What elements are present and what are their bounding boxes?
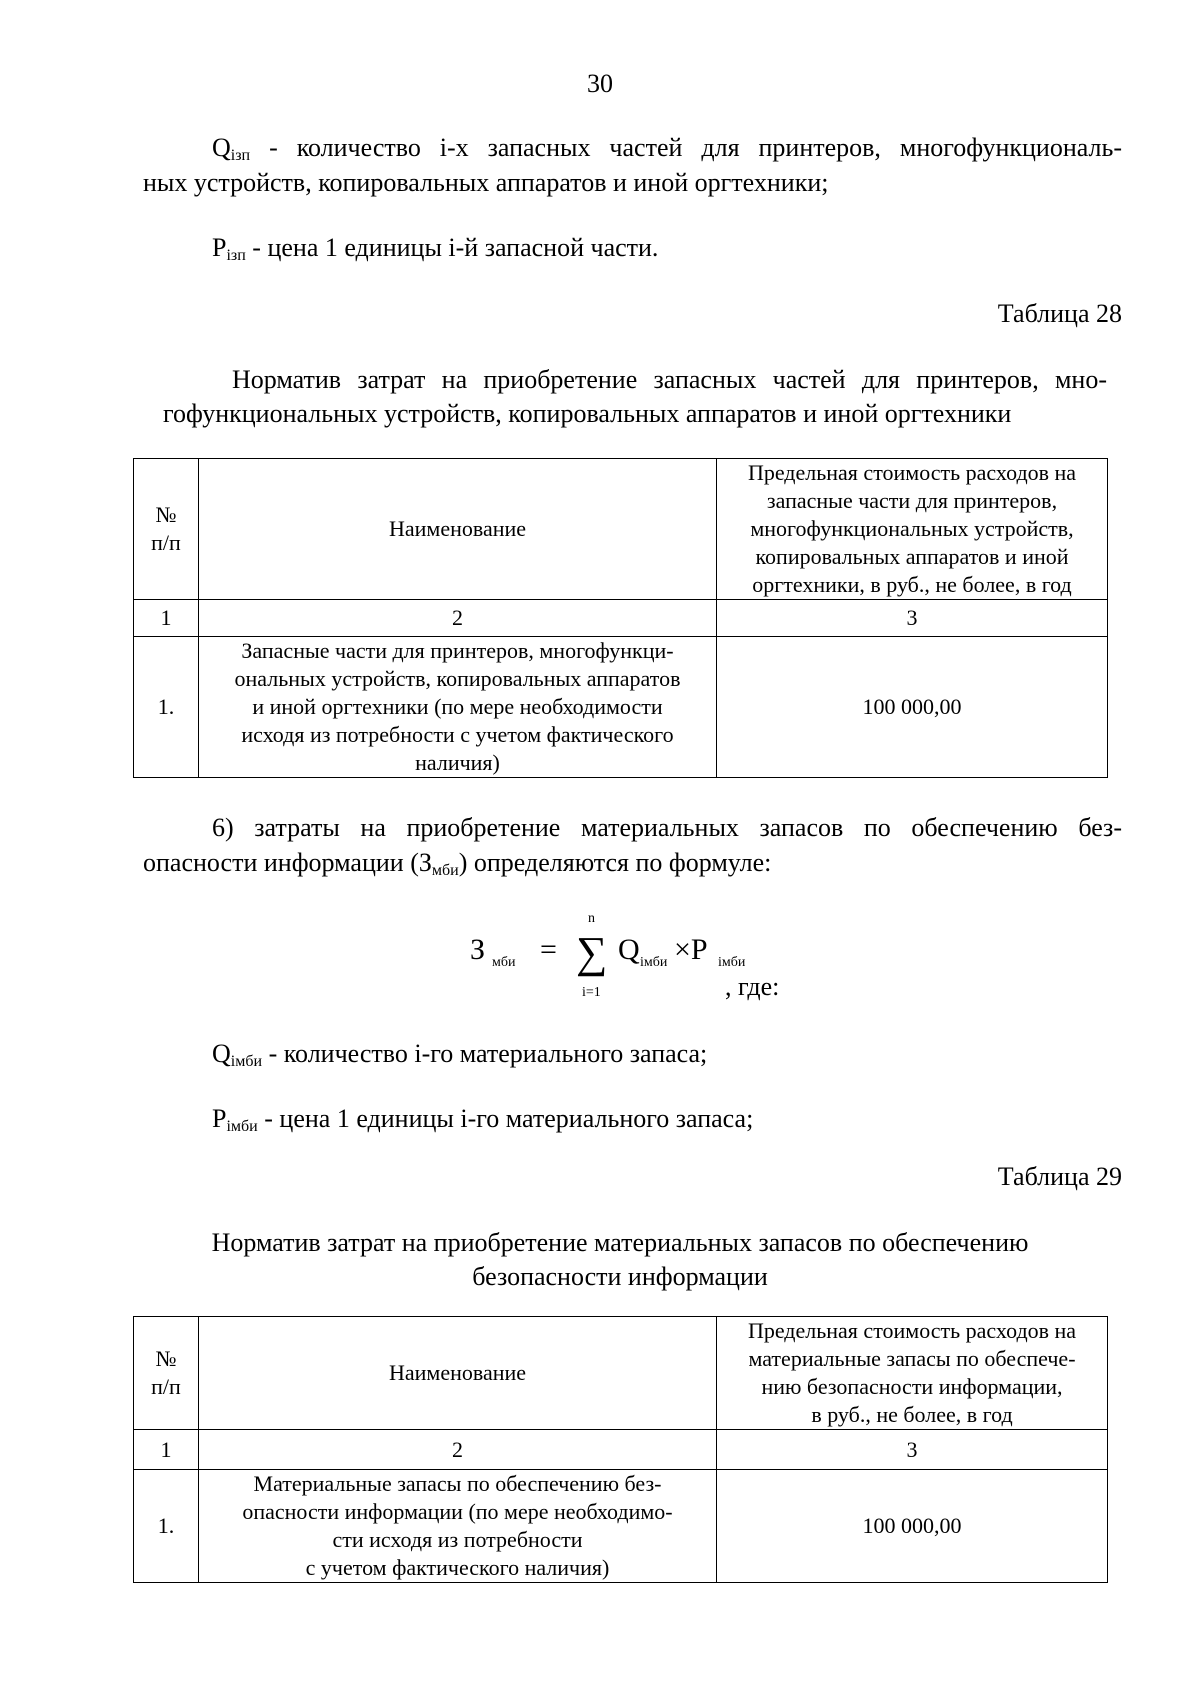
definition-text: - цена 1 единицы i-й запасной части. bbox=[252, 233, 659, 262]
paragraph-6-continued: опасности информации $(З_{мби})$ определяются по формуле: bbox=[143, 848, 772, 879]
table-29 bbox=[133, 1316, 1108, 1583]
column-number-row bbox=[134, 1430, 1108, 1470]
table-title-continued: гофункциональных устройств, копировальных аппаратов и иной оргтехники bbox=[163, 399, 1012, 428]
header-name-cell: Наименование bbox=[199, 459, 717, 600]
row-name: Материальные запасы по обеспечению без- опасности информации (по мере необходимо- сти исходя из потребности с учетом фактического наличия) bbox=[199, 1470, 717, 1583]
row-number: 1. bbox=[134, 1470, 199, 1583]
column-number: 3 bbox=[717, 600, 1108, 637]
formula-lhs: З bbox=[470, 933, 486, 966]
symbol: P bbox=[212, 1104, 227, 1133]
column-number: 1 bbox=[134, 1430, 199, 1470]
table-header-row bbox=[134, 1317, 1108, 1430]
table-row bbox=[134, 1470, 1108, 1583]
definition-text: - количество i-го материального запаса; bbox=[268, 1039, 708, 1068]
header-number-cell: № п/п bbox=[134, 1317, 199, 1430]
page-number: 30 bbox=[587, 69, 613, 98]
table-title: Норматив затрат на приобретение материальных запасов по обеспечению bbox=[211, 1228, 1029, 1257]
table-row bbox=[134, 637, 1108, 778]
definition-p-izp bbox=[212, 232, 658, 264]
column-number-row bbox=[134, 600, 1108, 637]
definition-text: - цена 1 единицы i-го материального запаса; bbox=[264, 1104, 754, 1133]
formula-q: Q bbox=[618, 933, 640, 966]
formula-lower-limit: i=1 bbox=[582, 985, 601, 1000]
formula-q-subscript: iмби bbox=[640, 955, 668, 970]
row-cost: 100 000,00 bbox=[717, 637, 1108, 778]
symbol: Q bbox=[212, 133, 231, 162]
paragraph-6: 6) затраты на приобретение материальных запасов по обеспечению без- bbox=[212, 813, 1122, 842]
header-cost-cell: Предельная стоимость расходов на материальные запасы по обеспече- нию безопасности информации, в руб., не более, в год bbox=[717, 1317, 1108, 1430]
definition-p-imbi bbox=[212, 1103, 753, 1135]
table-label: Таблица 29 bbox=[997, 1162, 1122, 1191]
header-cost-cell: Предельная стоимость расходов на запасные части для принтеров, многофункциональных устройств, копировальных аппаратов и иной оргтехники, в руб., не более, в год bbox=[717, 459, 1108, 600]
definition-text: - количество i-х запасных частей для принтеров, многофункциональ- bbox=[269, 133, 1122, 162]
symbol-subscript: iмби bbox=[226, 1118, 258, 1135]
column-number: 2 bbox=[199, 1430, 717, 1470]
symbol: Q bbox=[212, 1039, 231, 1068]
symbol: P bbox=[212, 233, 227, 262]
definition-q-imbi bbox=[212, 1038, 707, 1070]
row-number: 1. bbox=[134, 637, 199, 778]
definition-q-izp bbox=[212, 132, 1122, 164]
sigma-icon: ∑ bbox=[576, 928, 608, 977]
header-name-cell: Наименование bbox=[199, 1317, 717, 1430]
table-header-row bbox=[134, 459, 1108, 600]
row-cost: 100 000,00 bbox=[717, 1470, 1108, 1583]
header-number-cell: № п/п bbox=[134, 459, 199, 600]
column-number: 1 bbox=[134, 600, 199, 637]
column-number: 2 bbox=[199, 600, 717, 637]
row-name: Запасные части для принтеров, многофункци- ональных устройств, копировальных аппаратов и иной оргтехники (по мере необходимости исходя из потребности с учетом фактического наличия) bbox=[199, 637, 717, 778]
formula-upper-limit: n bbox=[588, 911, 595, 926]
column-number: 3 bbox=[717, 1430, 1108, 1470]
symbol-subscript: iзп bbox=[226, 247, 246, 264]
definition-q-izp-continued: ных устройств, копировальных аппаратов и иной оргтехники; bbox=[143, 168, 829, 197]
symbol-subscript: iзп bbox=[230, 147, 251, 164]
table-28 bbox=[133, 458, 1108, 778]
formula-tail: , где: bbox=[725, 972, 780, 1001]
formula-equals: = bbox=[540, 933, 557, 966]
table-title-continued: безопасности информации bbox=[472, 1262, 768, 1291]
table-title: Норматив затрат на приобретение запасных частей для принтеров, мно- bbox=[232, 365, 1107, 394]
table-label: Таблица 28 bbox=[997, 299, 1122, 328]
formula-times-p: ×P bbox=[674, 933, 708, 966]
formula-lhs-subscript: мби bbox=[492, 955, 516, 970]
symbol-subscript: мби bbox=[431, 862, 459, 879]
formula-p-subscript: iмби bbox=[718, 955, 746, 970]
symbol-subscript: iмби bbox=[230, 1053, 263, 1070]
